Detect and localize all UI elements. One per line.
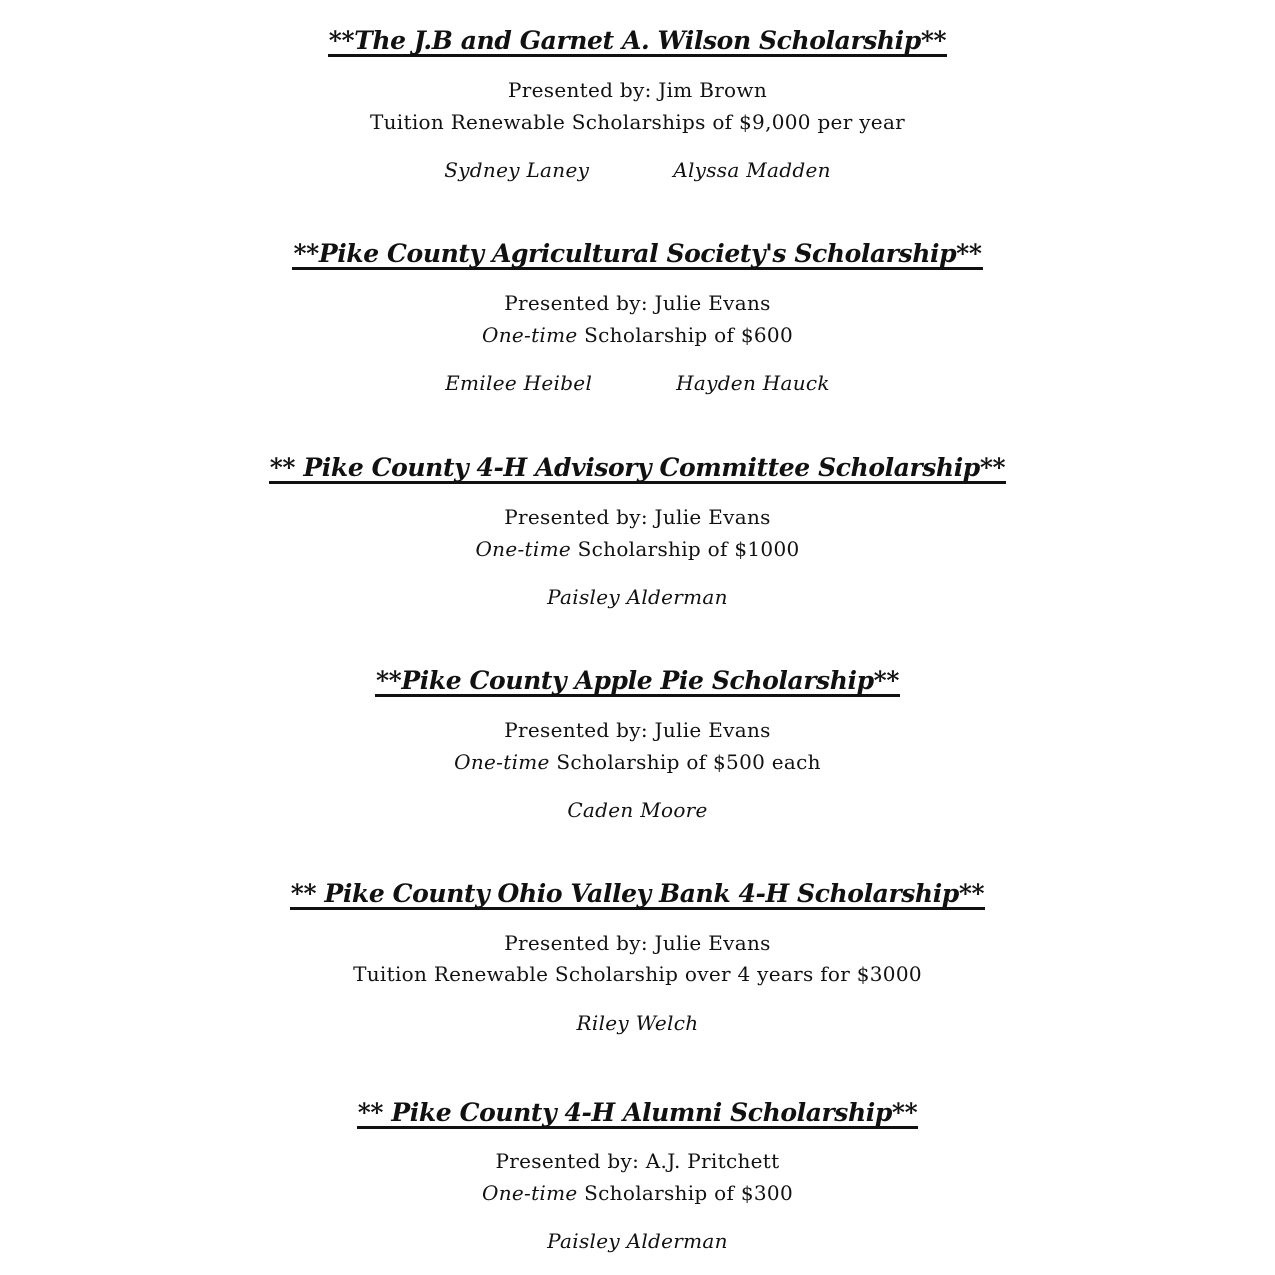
- presenter-line: Presented by: A.J. Pritchett: [495, 1149, 780, 1173]
- recipient-name: Emilee Heibel: [445, 371, 593, 395]
- scholarship-title: **Pike County Apple Pie Scholarship**: [375, 666, 900, 695]
- scholarship-title: ** Pike County Ohio Valley Bank 4-H Scholarship**: [290, 879, 985, 908]
- scholarship-title: ** Pike County 4-H Advisory Committee Scholarship**: [269, 453, 1006, 482]
- scholarship-amount: One-time Scholarship of $300: [482, 1181, 793, 1205]
- presenter-line: Presented by: Julie Evans: [504, 931, 771, 955]
- scholarship-amount: One-time Scholarship of $1000: [475, 537, 800, 561]
- presenter-line: Presented by: Julie Evans: [504, 291, 771, 315]
- recipients: [0, 585, 1275, 609]
- scholarship-title: ** Pike County 4-H Alumni Scholarship**: [357, 1098, 918, 1127]
- presenter-line: Presented by: Julie Evans: [504, 505, 771, 529]
- recipients: [0, 1229, 1275, 1253]
- presenter-line: Presented by: Jim Brown: [508, 78, 767, 102]
- recipients: [0, 158, 1275, 182]
- scholarship-amount: Tuition Renewable Scholarships of $9,000 per year: [369, 110, 906, 134]
- recipients: [0, 371, 1275, 395]
- scholarship-amount: Tuition Renewable Scholarship over 4 years for $3000: [353, 962, 922, 986]
- presenter-line: Presented by: Julie Evans: [504, 718, 771, 742]
- recipient-name: Paisley Alderman: [547, 585, 728, 609]
- recipient-name: Hayden Hauck: [676, 371, 830, 395]
- recipient-name: Alyssa Madden: [673, 158, 831, 182]
- scholarship-amount: One-time Scholarship of $500 each: [454, 750, 821, 774]
- recipient-name: Paisley Alderman: [547, 1229, 728, 1253]
- recipients: [0, 798, 1275, 822]
- recipients: [0, 1011, 1275, 1035]
- scholarship-amount: One-time Scholarship of $600: [482, 323, 793, 347]
- recipient-name: Riley Welch: [576, 1011, 699, 1035]
- scholarship-title: **Pike County Agricultural Society's Scholarship**: [293, 239, 982, 268]
- recipient-name: Caden Moore: [567, 798, 708, 822]
- recipient-name: Sydney Laney: [444, 158, 590, 182]
- scholarship-title: **The J.B and Garnet A. Wilson Scholarship**: [328, 26, 947, 55]
